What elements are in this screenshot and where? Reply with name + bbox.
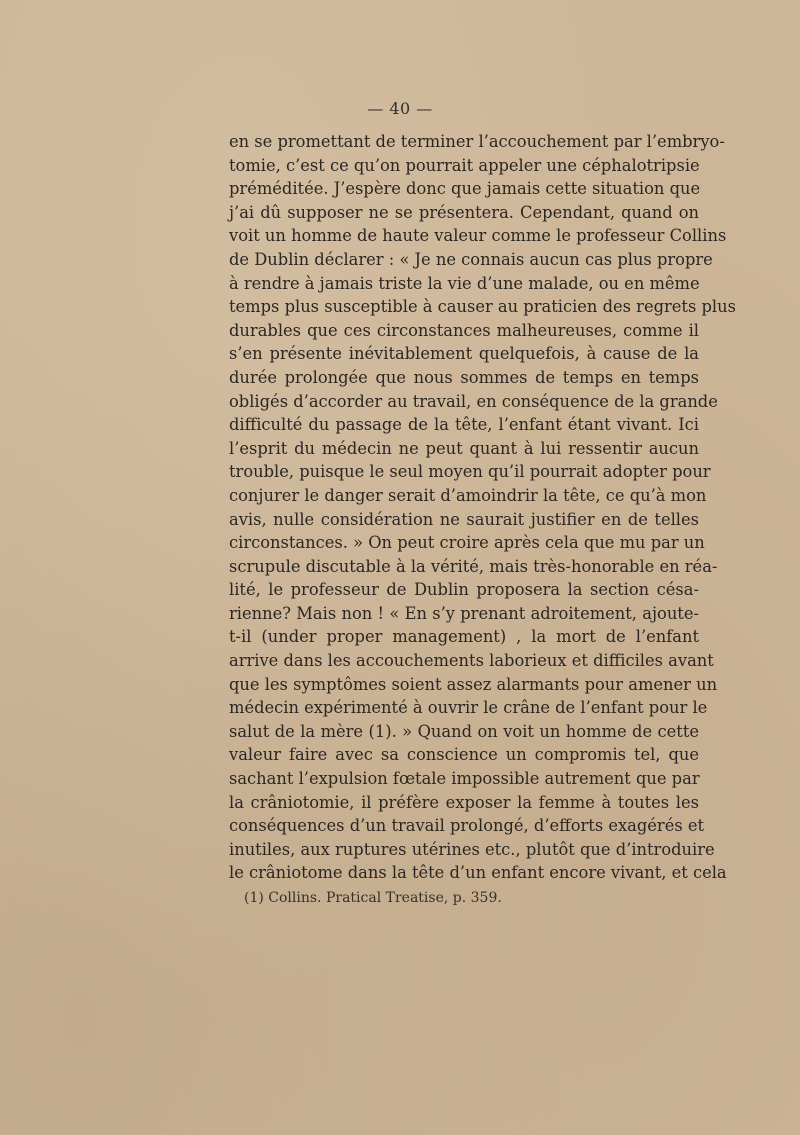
text-line: conjurer le danger serait d’amoindrir la tête, ce qu’à mon <box>229 485 707 505</box>
text-line: rienne? Mais non ! « En s’y prenant adroitement, ajoute- <box>229 603 699 623</box>
text-line: t-il (under proper management) , la mort de l’enfant <box>229 627 699 647</box>
text-line: difficulté du passage de la tête, l’enfant étant vivant. Ici <box>229 415 699 435</box>
text-line: salut de la mère (1). » Quand on voit un homme de cette <box>229 721 699 741</box>
text-line: scrupule discutable à la vérité, mais très-honorable en réa- <box>229 556 718 576</box>
text-line: s’en présente inévitablement quelquefois, à cause de la <box>229 344 699 364</box>
text-line: durables que ces circonstances malheureuses, comme il <box>229 320 699 340</box>
text-line: conséquences d’un travail prolongé, d’efforts exagérés et <box>229 816 705 836</box>
text-line: de Dublin déclarer : « Je ne connais aucun cas plus propre <box>229 249 713 269</box>
text-line: l’esprit du médecin ne peut quant à lui ressentir aucun <box>229 438 699 458</box>
text-line: circonstances. » On peut croire après cela que mu par un <box>229 533 705 553</box>
text-line: temps plus susceptible à causer au praticien des regrets plus <box>229 297 736 317</box>
text-line: durée prolongée que nous sommes de temps en temps <box>229 367 699 387</box>
text-line: j’ai dû supposer ne se présentera. Cependant, quand on <box>229 202 699 222</box>
body-text <box>229 130 736 885</box>
page-number: — 40 — <box>367 99 433 118</box>
text-line: voit un homme de haute valeur comme le professeur Collins <box>229 226 727 246</box>
text-line: inutiles, aux ruptures utérines etc., plutôt que d’introduire <box>229 839 715 859</box>
text-line: lité, le professeur de Dublin proposera la section césa- <box>229 580 699 600</box>
text-line: à rendre à jamais triste la vie d’une malade, ou en même <box>229 273 700 293</box>
text-line: le crâniotome dans la tête d’un enfant encore vivant, et cela <box>229 863 727 883</box>
footnote: (1) Collins. Pratical Treatise, p. 359. <box>244 890 502 906</box>
text-line: tomie, c’est ce qu’on pourrait appeler une céphalotripsie <box>229 155 700 175</box>
text-line: la crâniotomie, il préfère exposer la femme à toutes les <box>229 792 699 812</box>
text-line: en se promettant de terminer l’accouchement par l’embryo- <box>229 132 725 151</box>
text-line: trouble, puisque le seul moyen qu’il pourrait adopter pour <box>229 462 711 482</box>
text-line: valeur faire avec sa conscience un compromis tel, que <box>229 745 699 765</box>
text-line: obligés d’accorder au travail, en conséquence de la grande <box>229 391 718 411</box>
text-line: que les symptômes soient assez alarmants pour amener un <box>229 674 718 694</box>
text-line: sachant l’expulsion fœtale impossible autrement que par <box>229 769 700 789</box>
text-line: préméditée. J’espère donc que jamais cette situation que <box>229 179 701 199</box>
text-line: médecin expérimenté à ouvrir le crâne de l’enfant pour le <box>229 698 708 718</box>
text-line: avis, nulle considération ne saurait justifier en de telles <box>229 509 699 529</box>
text-line: arrive dans les accouchements laborieux et difficiles avant <box>229 651 714 671</box>
